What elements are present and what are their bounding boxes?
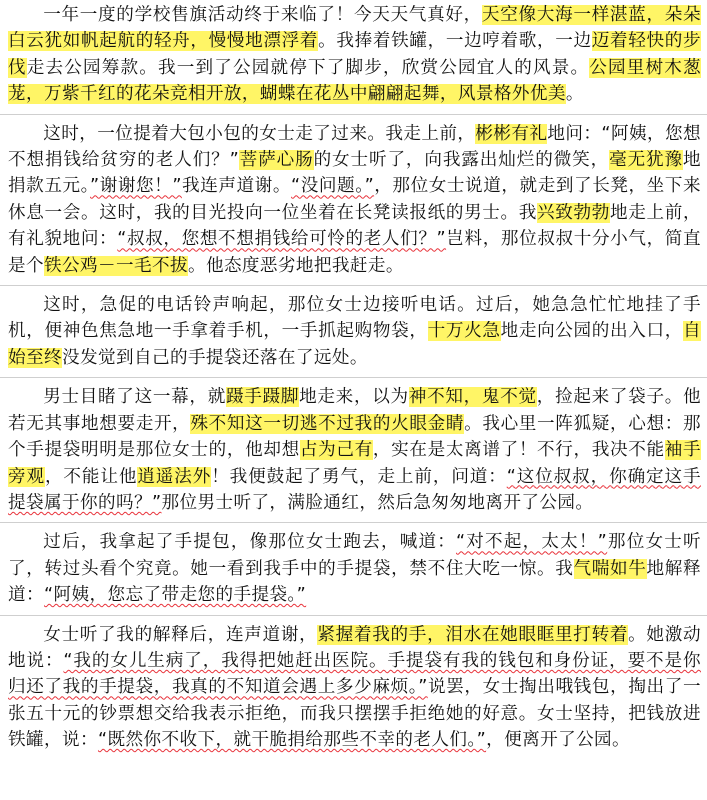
paragraph-2 bbox=[8, 121, 701, 279]
spellcheck-marked-text: “对不起，太太！” bbox=[456, 532, 608, 553]
highlighted-phrase: 公园里树木葱茏，万紫千红的花朵竞相开放，蝴蝶在花丛中翩翩起舞，风景格外优美 bbox=[8, 57, 701, 105]
spellcheck-marked-text: “叔叔，您想不想捐钱给可怜的老人们？” bbox=[117, 229, 447, 250]
highlighted-phrase: 神不知，鬼不觉 bbox=[408, 387, 537, 408]
highlighted-phrase: 自始至终 bbox=[8, 321, 702, 368]
text-run: 岂料，那位叔叔十分小气，简直是个 bbox=[8, 229, 701, 276]
text-run: 过后，我拿起了手提包，像那位女士跑去，喊道： bbox=[43, 532, 456, 553]
paragraph-6 bbox=[8, 622, 701, 754]
paragraph-4 bbox=[8, 384, 701, 516]
text-run: ，实在是太离谱了！不行，我决不能 bbox=[372, 440, 665, 461]
text-run: 男士目睹了这一幕，就 bbox=[43, 387, 226, 408]
text-run: 。 bbox=[565, 84, 584, 105]
text-run: 走去公园筹款。我一到了公园就停下了脚步，欣赏公园宜人的风景。 bbox=[26, 57, 590, 78]
text-run: ！我便鼓起了勇气，走上前，问道： bbox=[211, 466, 507, 487]
text-run: 的女士听了，向我露出灿烂的微笑， bbox=[313, 150, 610, 171]
text-run: ，捡起来了袋子。他若无其事地想要走开， bbox=[8, 387, 701, 434]
text-run: 。他态度恶劣地把我赶走。 bbox=[187, 255, 404, 276]
highlighted-phrase: 彬彬有礼 bbox=[475, 123, 548, 144]
text-run: 没发觉到自己的手提袋还落在了远处。 bbox=[61, 347, 368, 368]
text-run: 这时，急促的电话铃声响起，那位女士边接听电话。过后，她急急忙忙地挂了手机，便神色焦急地一手拿着手机，一手抓起购物袋， bbox=[8, 295, 701, 342]
text-run: ，不能让他 bbox=[44, 466, 138, 487]
highlighted-phrase: 十万火急 bbox=[427, 321, 501, 342]
page-separator bbox=[0, 285, 707, 286]
text-run: 我连声道谢。 bbox=[181, 176, 292, 197]
highlighted-phrase: 迈着轻快的步伐 bbox=[8, 31, 701, 78]
text-run: 女士听了我的解释后，连声道谢， bbox=[43, 624, 318, 645]
highlighted-phrase: 袖手旁观 bbox=[8, 440, 702, 487]
spellcheck-marked-text: “没问题。” bbox=[291, 176, 375, 197]
page-separator bbox=[0, 522, 707, 523]
text-run: 地走来，以为 bbox=[299, 387, 409, 408]
text-run: 。我心里一阵狐疑，心想：那个手提袋明明是那位女士的，他却想 bbox=[8, 413, 701, 461]
text-run: 这时，一位提着大包小包的女士走了过来。我走上前， bbox=[43, 123, 476, 144]
spellcheck-marked-text: “既然你不收下，就干脆捐给那些不幸的老人们。” bbox=[97, 730, 487, 751]
text-run: 一年一度的学校售旗活动终于来临了！今天天气真好， bbox=[43, 5, 482, 25]
text-run: 那位男士听了，满脸通红，然后急匆匆地离开了公园。 bbox=[161, 492, 594, 513]
highlighted-phrase: 蹑手蹑脚 bbox=[225, 387, 300, 408]
text-run: ，那位女士说道，就走到了长凳，坐下来休息一会。这时，我的目光投向一位坐着在长凳读报纸的男士。我 bbox=[8, 176, 701, 223]
text-run: 地解释道： bbox=[8, 558, 702, 606]
highlighted-phrase: 天空像大海一样湛蓝，朵朵白云犹如帆起航的轻舟，慢慢地漂浮着 bbox=[8, 5, 701, 52]
highlighted-phrase: 逍遥法外 bbox=[137, 466, 212, 487]
text-run: 。她激动地说： bbox=[8, 624, 701, 671]
paragraph-3 bbox=[8, 292, 701, 371]
highlighted-phrase: 殊不知这一切逃不过我的火眼金睛 bbox=[190, 413, 465, 434]
highlighted-phrase: 气喘如牛 bbox=[573, 558, 647, 579]
text-run: 地问：“阿姨，您想不想捐钱给贫穷的老人们？” bbox=[8, 123, 701, 171]
page-separator bbox=[0, 615, 707, 616]
highlighted-phrase: 兴致勃勃 bbox=[537, 202, 611, 223]
spellcheck-marked-text: “我的女儿生病了，我得把她赶出医院。手提袋有我的钱包和身份证，要不是你归还了我的手提袋，我真的不知道会遇上多少麻烦。” bbox=[8, 650, 701, 698]
spellcheck-marked-text: “阿姨，您忘了带走您的手提袋。” bbox=[44, 585, 307, 606]
highlighted-phrase: 铁公鸡－一毛不拔 bbox=[44, 255, 188, 276]
text-run: ，便离开了公园。 bbox=[486, 730, 631, 751]
page-separator bbox=[0, 377, 707, 378]
highlighted-phrase: 毫无犹豫 bbox=[609, 150, 683, 171]
highlighted-phrase: 占为己有 bbox=[299, 440, 373, 461]
text-run: 地捐款五元。 bbox=[8, 150, 701, 197]
highlighted-phrase: 菩萨心肠 bbox=[239, 150, 314, 171]
paragraph-5 bbox=[8, 529, 701, 608]
text-run: 说罢，女士掏出哦钱包，掏出了一张五十元的钞票想交给我表示拒绝，而我只摆摆手拒绝她的好意。女士坚持，把钱放进铁罐，说： bbox=[8, 677, 701, 751]
page-separator bbox=[0, 114, 707, 115]
spellcheck-marked-text: “这位叔叔，你确定这手提袋属于你的吗？” bbox=[8, 466, 701, 513]
text-run: 。我捧着铁罐，一边哼着歌，一边 bbox=[318, 31, 592, 52]
paragraph-1 bbox=[8, 2, 701, 108]
text-run: 地走上前，有礼貌地问： bbox=[8, 202, 701, 250]
spellcheck-marked-text: ”谢谢您！” bbox=[90, 176, 182, 197]
text-run: 那位女士听了，转过头看个究竟。她一看到我手中的手提袋，禁不住大吃一惊。我 bbox=[8, 532, 701, 579]
text-run: 地走向公园的出入口， bbox=[500, 321, 684, 342]
highlighted-phrase: 紧握着我的手，泪水在她眼眶里打转着 bbox=[317, 624, 629, 645]
